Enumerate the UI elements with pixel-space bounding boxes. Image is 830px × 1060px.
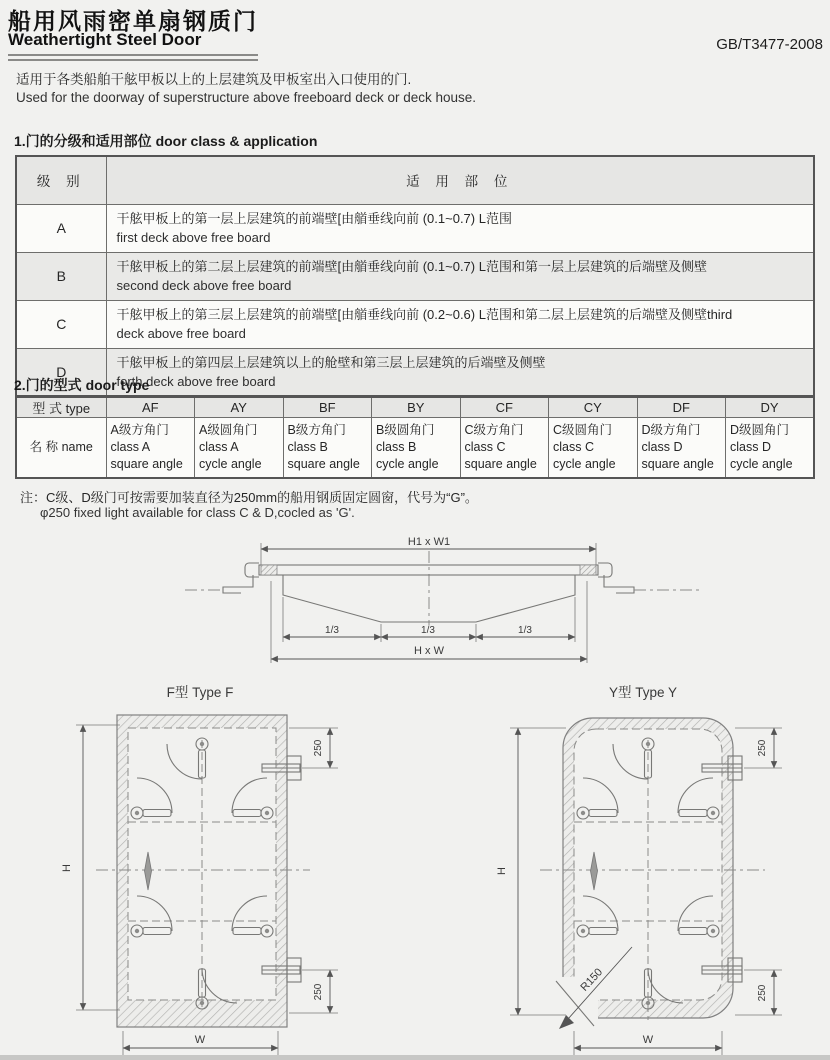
section2-heading: 2.门的型式 door type xyxy=(14,377,150,393)
application-zh: 干舷甲板上的第三层上层建筑的前端壁[由艏垂线向前 (0.2~0.6) L范围和第二层上层建筑的后端壁及侧壁third xyxy=(116,307,733,322)
type-name-zh: A级方角门 xyxy=(110,422,169,437)
type-name-en1: class B xyxy=(376,439,417,454)
type-name-en1: class B xyxy=(287,439,328,454)
type-name-en1: class A xyxy=(110,439,151,454)
dim-label-third: 1/3 xyxy=(518,625,532,636)
type-name-en1: class D xyxy=(641,439,683,454)
table2-header-row xyxy=(16,397,814,418)
application-cell xyxy=(106,348,814,396)
page-title-zh: 船用风雨密单扇钢质门 xyxy=(8,8,258,34)
type-f-drawing xyxy=(60,685,350,1060)
type-name-cell xyxy=(549,418,638,478)
door-class-table xyxy=(15,155,815,397)
dim-label-w: W xyxy=(194,1034,206,1046)
type-name-cell xyxy=(460,418,549,478)
application-zh: 干舷甲板上的第一层上层建筑的前端壁[由艏垂线向前 (0.1~0.7) L范围 xyxy=(116,211,512,226)
type-name-zh: B级圆角门 xyxy=(376,422,435,437)
dim-label-h: H xyxy=(61,864,73,872)
type-name-en2: square angle xyxy=(464,456,537,471)
standard-number: GB/T3477-2008 xyxy=(716,36,823,53)
name-row-header: 名 称 name xyxy=(16,418,106,478)
dim-label-r150: R150 xyxy=(578,966,606,994)
application-column-header: 适 用 部 位 xyxy=(106,156,814,204)
type-code: AF xyxy=(106,397,195,418)
type-name-en2: cycle angle xyxy=(376,456,439,471)
type-name-en2: cycle angle xyxy=(553,456,616,471)
type-code: DF xyxy=(637,397,726,418)
page-title-en: Weathertight Steel Door xyxy=(8,30,202,49)
type-name-en2: cycle angle xyxy=(199,456,262,471)
dim-label-h: H xyxy=(496,867,508,875)
dim-label-250-bottom: 250 xyxy=(757,984,768,1002)
door-class-cell: C xyxy=(16,300,106,348)
door-class-cell: A xyxy=(16,204,106,252)
table2-name-row xyxy=(16,418,814,478)
application-zh: 干舷甲板上的第四层上层建筑以上的舱壁和第三层上层建筑的后端壁及侧壁 xyxy=(116,354,546,370)
application-zh: 干舷甲板上的第二层上层建筑的前端壁[由艏垂线向前 (0.1~0.7) L范围和第一层上层建筑的后端壁及侧壁 xyxy=(116,259,707,274)
type-name-zh: C级圆角门 xyxy=(553,422,613,437)
type-y-drawing xyxy=(480,685,810,1060)
application-en: deck above free board xyxy=(116,326,246,341)
title-double-rule xyxy=(8,54,258,61)
type-name-en1: class D xyxy=(730,439,771,454)
dim-label-h1w1: H1 x W1 xyxy=(407,537,451,548)
type-name-cell xyxy=(283,418,372,478)
type-name-cell xyxy=(726,418,815,478)
dim-label-250-top: 250 xyxy=(757,739,768,757)
type-code: CF xyxy=(460,397,549,418)
type-name-zh: A级圆角门 xyxy=(199,422,258,437)
type-name-cell xyxy=(106,418,195,478)
door-class-cell: D xyxy=(16,348,106,396)
type-y-title: Y型 Type Y xyxy=(608,685,678,700)
type-name-cell xyxy=(637,418,726,478)
type-name-en2: square angle xyxy=(110,456,183,471)
dim-label-hw: H x W xyxy=(414,645,444,657)
door-class-cell: B xyxy=(16,252,106,300)
application-en: forth deck above free board xyxy=(116,373,276,389)
class-column-header: 级 别 xyxy=(16,156,106,204)
application-cell xyxy=(106,300,814,348)
type-code: AY xyxy=(195,397,284,418)
application-en: first deck above free board xyxy=(116,230,271,245)
type-name-en2: square angle xyxy=(287,456,360,471)
table1-header-row xyxy=(16,156,814,204)
type-name-en2: square angle xyxy=(641,456,714,471)
dim-label-third: 1/3 xyxy=(421,625,435,636)
application-cell xyxy=(106,252,814,300)
intro-text-en: Used for the doorway of superstructure above freeboard deck or deck house. xyxy=(16,90,477,105)
type-name-cell xyxy=(195,418,284,478)
table-row-class-b xyxy=(16,252,814,300)
type-column-header: 型 式 type xyxy=(16,397,106,418)
type-code: CY xyxy=(549,397,638,418)
dim-label-250-bottom: 250 xyxy=(313,983,324,1001)
type-code: BY xyxy=(372,397,461,418)
dim-label-w: W xyxy=(642,1034,654,1046)
dim-label-third: 1/3 xyxy=(325,625,339,636)
type-name-cell xyxy=(372,418,461,478)
type-f-title: F型 Type F xyxy=(166,685,234,700)
type-code: BF xyxy=(283,397,372,418)
type-name-zh: D级方角门 xyxy=(641,422,701,437)
type-name-zh: B级方角门 xyxy=(287,422,346,437)
door-type-table xyxy=(15,396,815,479)
intro-text-zh: 适用于各类船舶干舷甲板以上的上层建筑及甲板室出入口使用的门. xyxy=(16,72,412,87)
page-bottom-edge xyxy=(0,1055,830,1060)
cross-section-drawing xyxy=(183,537,703,667)
table-row-class-c xyxy=(16,300,814,348)
type-code: DY xyxy=(726,397,815,418)
type-name-en2: cycle angle xyxy=(730,456,793,471)
application-en: second deck above free board xyxy=(116,278,292,293)
note-en: φ250 fixed light available for class C & D,cocled as 'G'. xyxy=(40,505,355,520)
type-name-zh: C级方角门 xyxy=(464,422,524,437)
table-row-class-a xyxy=(16,204,814,252)
section1-heading: 1.门的分级和适用部位 door class & application xyxy=(14,133,318,149)
application-cell xyxy=(106,204,814,252)
type-name-en1: class A xyxy=(199,439,239,454)
type-name-en1: class C xyxy=(553,439,594,454)
note-zh: 注：C级、D级门可按需要加装直径为250mm的船用钢质固定圆窗，代号为“G”。 xyxy=(20,490,478,505)
type-name-zh: D级圆角门 xyxy=(730,422,790,437)
dim-label-250-top: 250 xyxy=(313,739,324,757)
type-name-en1: class C xyxy=(464,439,506,454)
